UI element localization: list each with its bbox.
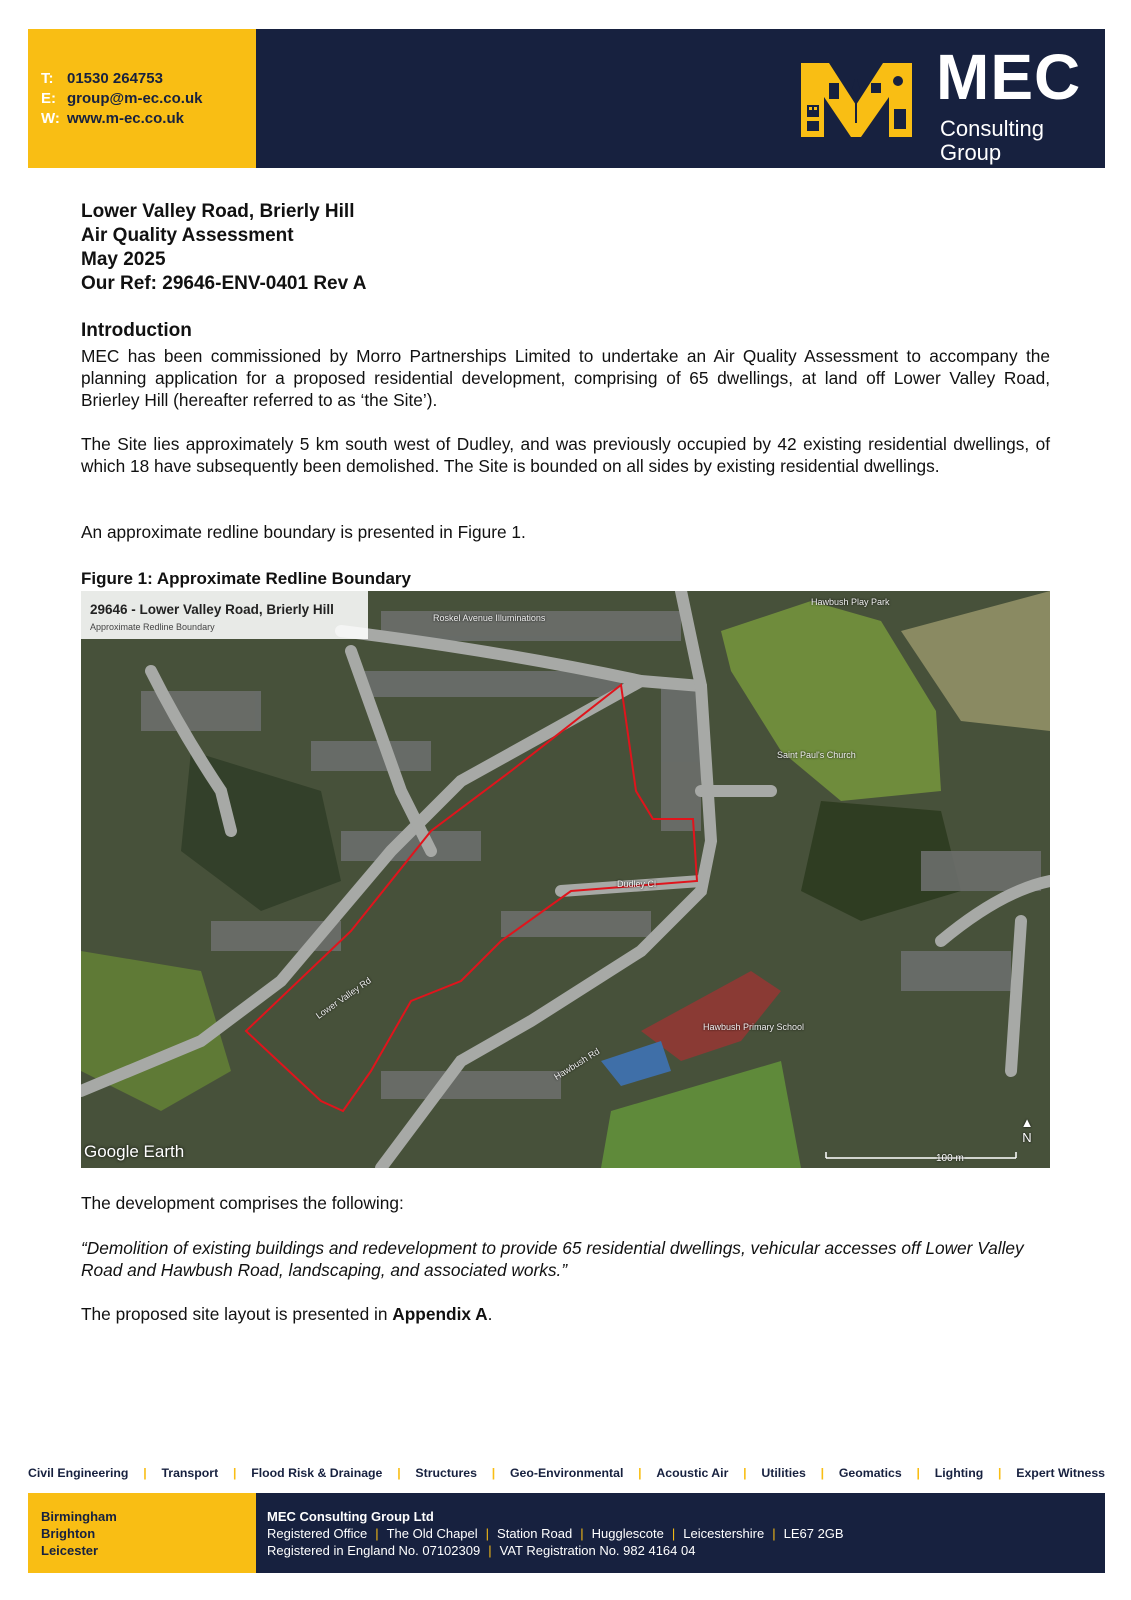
road-label-dudley-close: Dudley Cl <box>617 879 657 889</box>
layout-suffix: . <box>487 1304 493 1324</box>
address-label: Registered Office <box>267 1526 368 1541</box>
north-label: N <box>1022 1130 1032 1145</box>
road-label-hawbush: Hawbush Rd <box>552 1046 602 1082</box>
website-link[interactable]: www.m-ec.co.uk <box>67 110 184 127</box>
site-layout-sentence <box>81 1303 1050 1325</box>
title-site: Lower Valley Road, Brierly Hill <box>81 201 355 222</box>
website-line <box>41 109 202 129</box>
email-line <box>41 89 202 109</box>
service-item: Structures <box>415 1466 477 1480</box>
service-item: Lighting <box>934 1466 984 1480</box>
email-link[interactable]: group@m-ec.co.uk <box>67 90 203 107</box>
introduction-heading: Introduction <box>81 320 192 341</box>
title-report: Air Quality Assessment <box>81 225 294 246</box>
website-key: W: <box>41 110 60 127</box>
address-part: Hugglescote <box>591 1526 664 1541</box>
road-label-lower-valley: Lower Valley Rd <box>313 975 373 1021</box>
poi-saint-pauls-church: Saint Paul's Church <box>777 750 856 760</box>
office-city: Brighton <box>41 1526 96 1541</box>
service-item: Acoustic Air <box>656 1466 729 1480</box>
google-earth-watermark: Google Earth <box>84 1142 185 1161</box>
phone-number[interactable]: 01530 264753 <box>67 70 163 87</box>
contact-panel <box>28 29 256 168</box>
office-city: Leicester <box>41 1543 99 1558</box>
intro-paragraph-3: An approximate redline boundary is presented in Figure 1. <box>81 522 526 542</box>
development-description-quote: “Demolition of existing buildings and redevelopment to provide 65 residential dwellings, vehicular accesses off Lower Valley Road and Hawbush Road, landscaping, and associated works.” <box>81 1238 1024 1280</box>
vat-registration: VAT Registration No. 982 4164 04 <box>499 1543 696 1558</box>
address-part: The Old Chapel <box>386 1526 478 1541</box>
appendix-a-reference: Appendix A <box>392 1304 488 1324</box>
address-part: Station Road <box>497 1526 573 1541</box>
map-label-title: 29646 - Lower Valley Road, Brierly Hill <box>90 602 334 617</box>
service-item: Transport <box>161 1466 219 1480</box>
logo-wordmark: MEC <box>936 41 1082 113</box>
phone-key: T: <box>41 70 54 87</box>
brand-panel <box>256 29 1105 168</box>
service-item: Expert Witness <box>1016 1466 1105 1480</box>
email-key: E: <box>41 90 56 107</box>
letterhead <box>28 29 1105 168</box>
title-date: May 2025 <box>81 249 166 270</box>
title-reference: Our Ref: 29646-ENV-0401 Rev A <box>81 273 367 294</box>
services-list: Civil Engineering | Transport | Flood Risk & Drainage | Structures | Geo-Environmental | Acoustic Air | Utilities | Geomatics | Lighting | Expert Witness <box>28 1466 1105 1480</box>
aerial-map-graphic <box>81 591 1050 1168</box>
aerial-map <box>81 591 1050 1168</box>
figure-caption: Figure 1: Approximate Redline Boundary <box>81 569 411 588</box>
registered-address: Registered Office | The Old Chapel | Station Road | Hugglescote | Leicestershire | LE67 2GB <box>267 1526 844 1541</box>
company-registration: Registered in England No. 07102309 <box>267 1543 481 1558</box>
poi-hawbush-primary-school: Hawbush Primary School <box>703 1022 805 1032</box>
service-item: Geomatics <box>838 1466 902 1480</box>
service-item: Geo-Environmental <box>509 1466 624 1480</box>
intro-paragraph-1: MEC has been commissioned by Morro Partnerships Limited to undertake an Air Quality Assessment to accompany the planning application for a proposed residential development, comprising of 65 dwellings, at land off Lower Valley Road, Brierley Hill (hereafter referred to as ‘the Site’). <box>81 346 1050 410</box>
footer-bar <box>28 1493 1105 1573</box>
map-label-box <box>81 591 368 639</box>
service-item: Utilities <box>761 1466 806 1480</box>
logo-subtitle: Consulting Group <box>940 116 1044 165</box>
phone-line <box>41 69 202 89</box>
document-title <box>81 200 366 296</box>
address-part: Leicestershire <box>683 1526 765 1541</box>
poi-roskel-avenue: Roskel Avenue Illuminations <box>433 613 546 623</box>
map-label-subtitle: Approximate Redline Boundary <box>90 622 215 632</box>
office-locations <box>28 1493 256 1573</box>
mec-logo-icon <box>799 53 914 139</box>
company-details <box>256 1493 1105 1573</box>
service-item: Civil Engineering <box>28 1466 129 1480</box>
poi-hawbush-play-park: Hawbush Play Park <box>811 597 890 607</box>
scale-label: 100 m <box>936 1153 964 1164</box>
registration-line: Registered in England No. 07102309 | VAT Registration No. 982 4164 04 <box>267 1543 696 1558</box>
layout-prefix: The proposed site layout is presented in <box>81 1304 393 1324</box>
development-intro: The development comprises the following: <box>81 1193 404 1213</box>
intro-paragraph-2: The Site lies approximately 5 km south west of Dudley, and was previously occupied by 42 existing residential dwellings, of which 18 have subsequently been demolished. The Site is bounded on all sides by existing residential dwellings. <box>81 434 1050 476</box>
service-item: Flood Risk & Drainage <box>251 1466 383 1480</box>
office-city: Birmingham <box>41 1509 117 1524</box>
company-name: MEC Consulting Group Ltd <box>267 1509 434 1524</box>
north-arrow-icon: ▲ N <box>1020 1115 1034 1145</box>
address-part: LE67 2GB <box>783 1526 844 1541</box>
